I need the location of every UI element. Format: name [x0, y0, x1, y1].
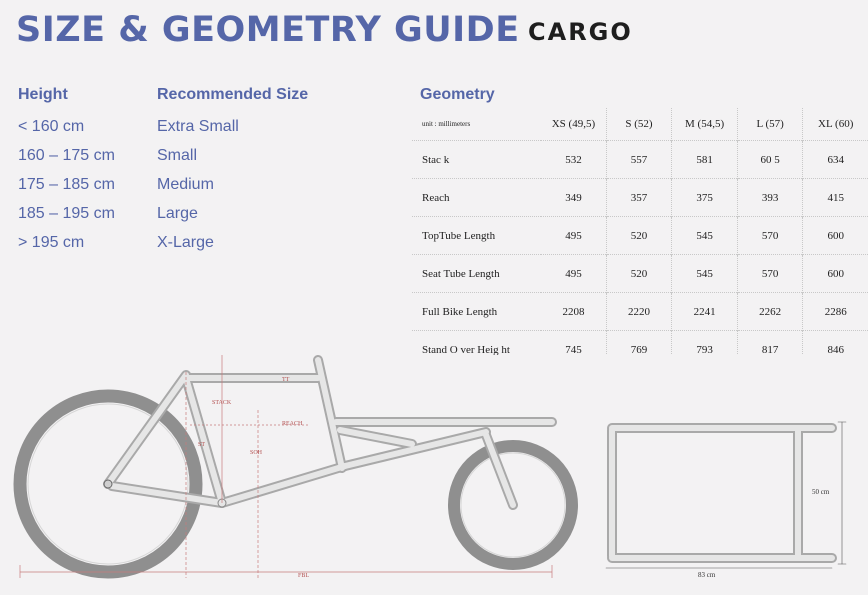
cell: 375	[672, 179, 738, 217]
rack-width-label: 50 cm	[812, 488, 830, 496]
height-value: < 160 cm	[18, 118, 85, 135]
column-header: M (54,5)	[672, 108, 738, 141]
cell: 495	[541, 255, 606, 293]
cell: 600	[803, 255, 868, 293]
height-value: > 195 cm	[18, 234, 85, 251]
row-label: Seat Tube Length	[412, 255, 541, 293]
seattube-label: ST	[198, 442, 206, 448]
height-value: 160 – 175 cm	[18, 147, 115, 164]
unit-label: unit : millimeters	[422, 120, 471, 128]
row-label: Stand O ver Heig ht	[412, 331, 541, 356]
cell: 745	[541, 331, 606, 356]
model-name: CARGO	[528, 18, 633, 46]
column-header: XS (49,5)	[551, 118, 596, 130]
cell: 2262	[737, 293, 803, 331]
fbl-label: FBL	[298, 573, 310, 579]
column-header: L (57)	[737, 108, 803, 141]
stack-label: STACK	[212, 400, 232, 406]
cell: 817	[737, 331, 803, 356]
cell: 349	[541, 179, 606, 217]
size-value: Medium	[157, 176, 214, 193]
height-value: 175 – 185 cm	[18, 176, 115, 193]
cell: 60 5	[737, 141, 803, 179]
soh-label: SOH	[250, 450, 263, 456]
height-heading: Height	[18, 86, 68, 103]
row-label: TopTube Length	[412, 217, 541, 255]
row-label: Stac k	[412, 141, 541, 179]
page-title: SIZE & GEOMETRY GUIDE	[16, 10, 520, 50]
cell: 495	[541, 217, 606, 255]
cell: 357	[606, 179, 672, 217]
recommended-size-heading: Recommended Size	[157, 86, 309, 103]
cell: 2241	[672, 293, 738, 331]
cell: 846	[803, 331, 868, 356]
cell: 532	[541, 141, 606, 179]
size-value: Small	[157, 147, 198, 164]
rack-length-label: 83 cm	[698, 571, 716, 579]
cell: 545	[672, 255, 738, 293]
size-value: Extra Small	[157, 118, 239, 135]
cell: 600	[803, 217, 868, 255]
cell: 793	[672, 331, 738, 356]
cell: 570	[737, 255, 803, 293]
cell: 393	[737, 179, 803, 217]
cell: 2220	[606, 293, 672, 331]
cell: 415	[803, 179, 868, 217]
column-header: XL (60)	[803, 108, 868, 141]
size-value: X-Large	[157, 234, 214, 251]
cell: 2208	[541, 293, 606, 331]
cell: 570	[737, 217, 803, 255]
cell: 769	[606, 331, 672, 356]
cell: 2286	[803, 293, 868, 331]
cell: 581	[672, 141, 738, 179]
cell: 545	[672, 217, 738, 255]
size-value: Large	[157, 205, 198, 222]
cell: 557	[606, 141, 672, 179]
toptube-label: TT	[282, 377, 290, 383]
geometry-heading: Geometry	[420, 86, 495, 103]
row-label: Reach	[412, 179, 541, 217]
row-label: Full Bike Length	[412, 293, 541, 331]
rack-diagram	[606, 422, 846, 568]
column-header: S (52)	[606, 108, 672, 141]
cell: 520	[606, 217, 672, 255]
bike-frame	[104, 360, 552, 507]
reach-label: REACH	[282, 421, 303, 427]
height-value: 185 – 195 cm	[18, 205, 115, 222]
cell: 634	[803, 141, 868, 179]
cell: 520	[606, 255, 672, 293]
